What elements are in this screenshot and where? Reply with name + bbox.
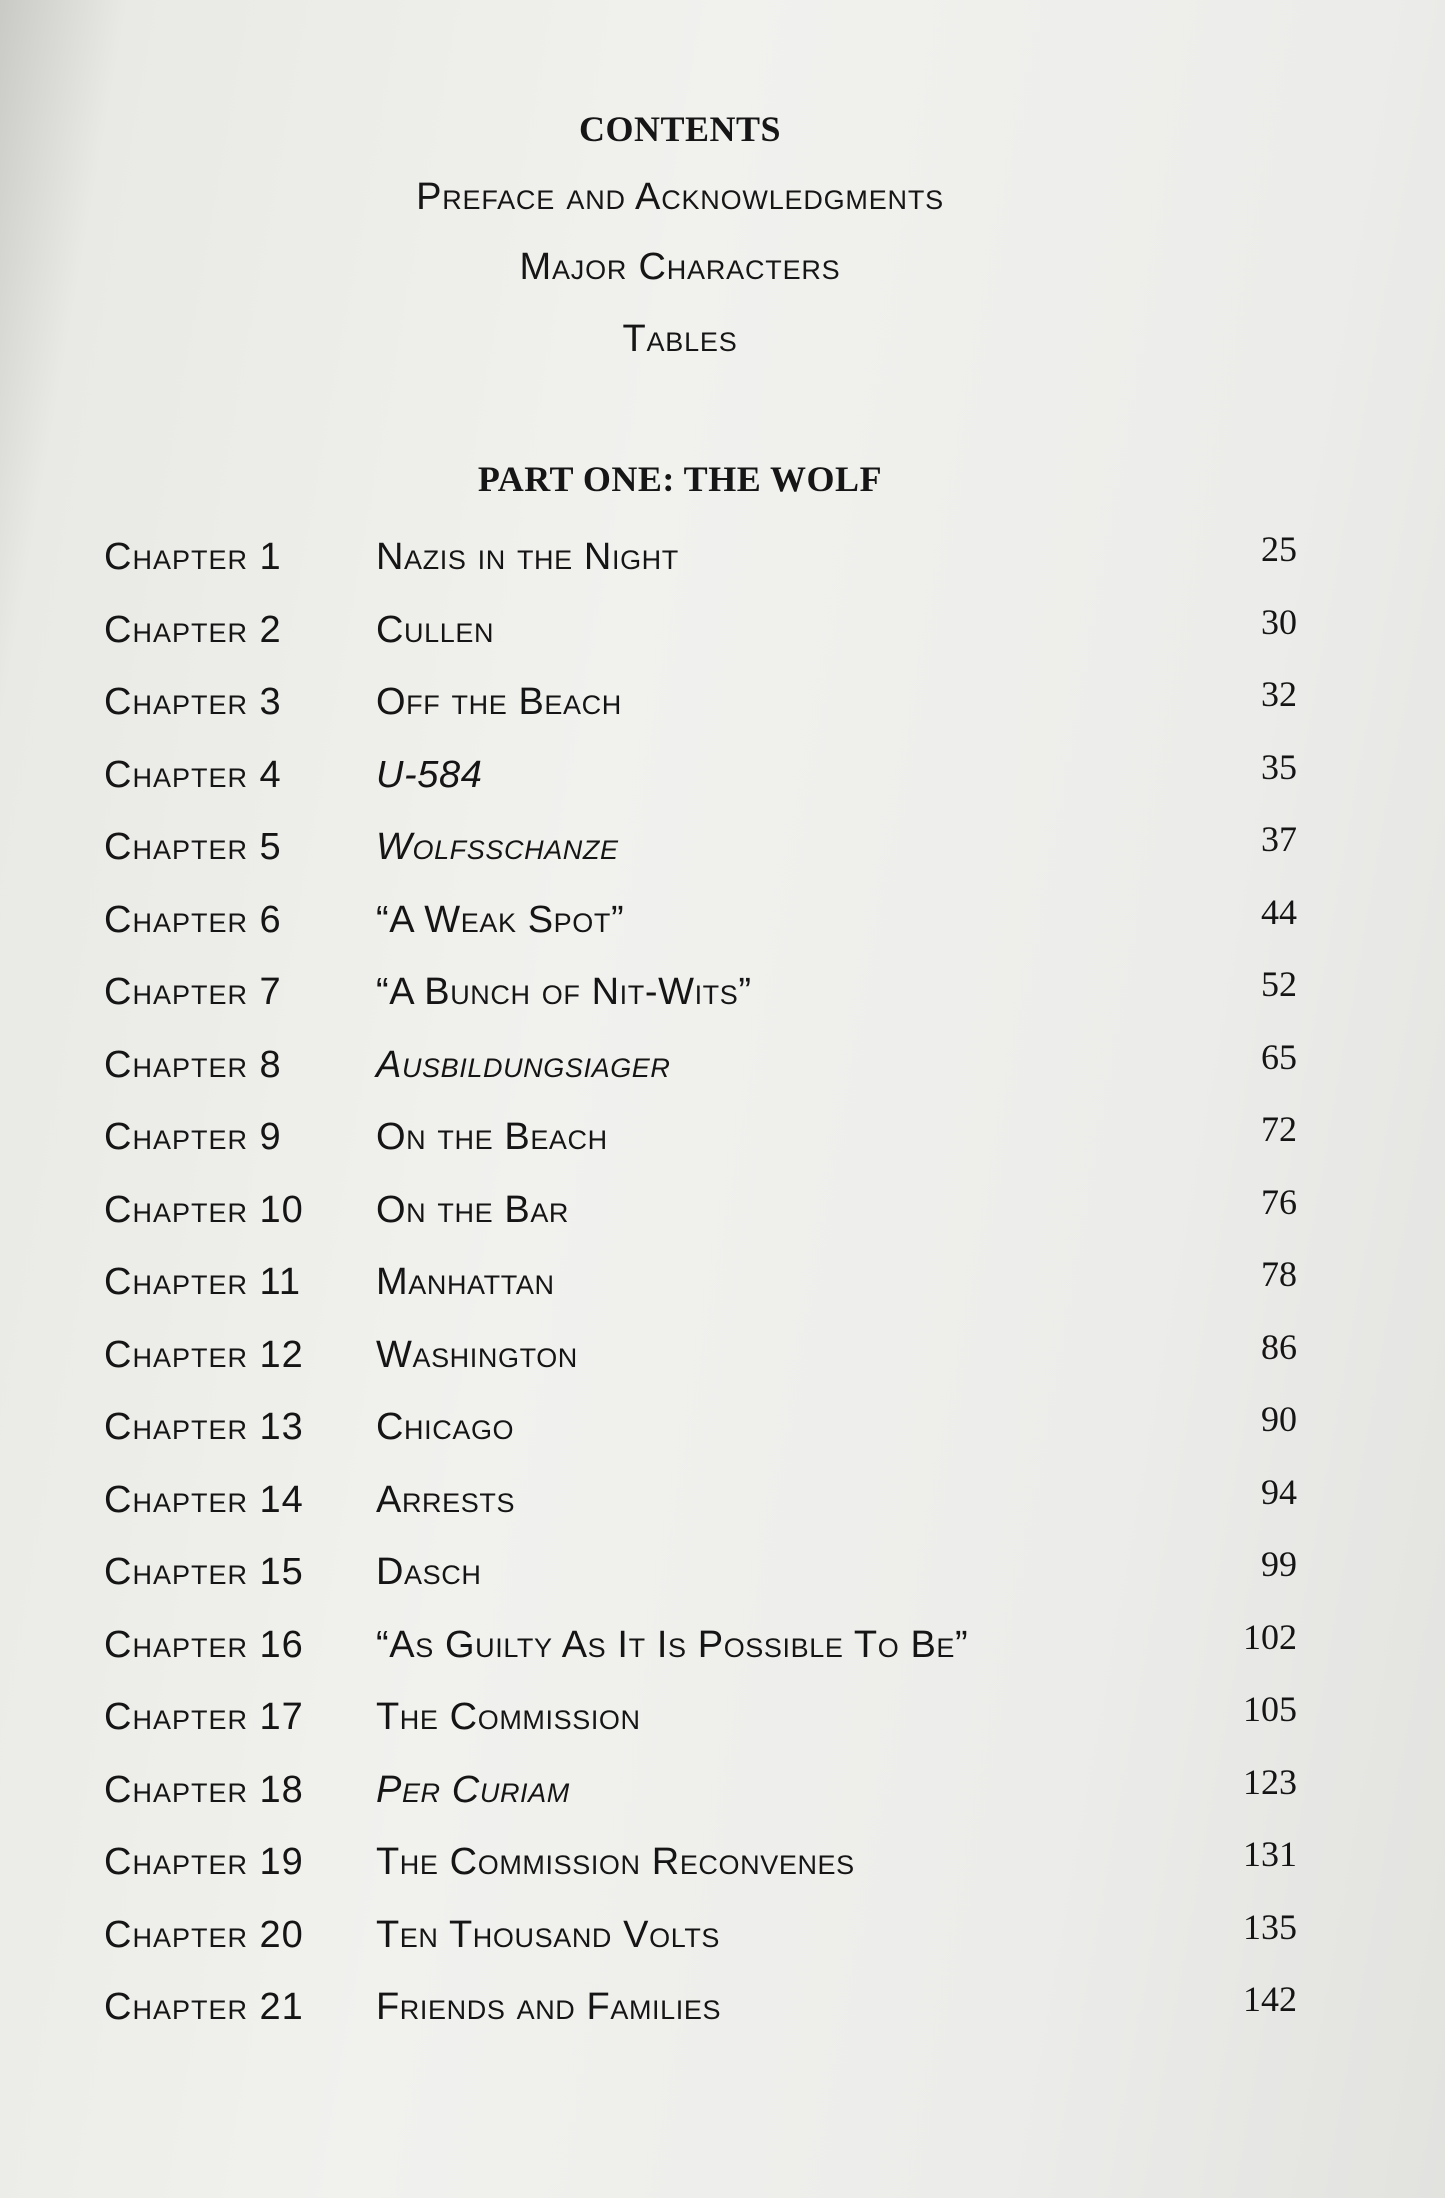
page-number: 44 [1261,891,1297,932]
chapter-label: Chapter 17 [104,1696,304,1738]
front-matter-tables: Tables [622,318,738,360]
chapter-label: Chapter 7 [104,971,282,1013]
toc-row [0,1399,1445,1466]
chapter-title: “A Bunch of Nit-Wits” [376,971,752,1013]
toc-row [0,1109,1445,1176]
page-number: 105 [1243,1689,1297,1729]
front-matter-characters: Major Characters [519,246,841,288]
chapter-title: The Commission Reconvenes [376,1841,855,1883]
chapter-label: Chapter 13 [104,1406,304,1448]
page-number: 131 [1243,1834,1297,1874]
page-number: 94 [1261,1471,1297,1512]
chapter-label: Chapter 3 [104,681,282,723]
page-number: 102 [1243,1616,1297,1657]
chapter-label: Chapter 5 [104,826,282,868]
page-number: 123 [1243,1761,1297,1802]
chapter-title: “As Guilty As It Is Possible To Be” [376,1623,969,1666]
page-number: 35 [1261,746,1297,787]
chapter-title: Per Curiam [376,1768,570,1811]
page-number: 65 [1261,1036,1297,1077]
chapter-title: Friends and Families [376,1986,722,2028]
page-number: 86 [1261,1326,1297,1367]
toc-row [0,1254,1445,1321]
page-number: 32 [1261,674,1297,714]
toc-row [0,1689,1445,1756]
chapter-label: Chapter 18 [104,1768,304,1811]
chapter-label: Chapter 15 [104,1551,304,1593]
page-number: 72 [1261,1109,1297,1149]
toc-row [0,891,1445,959]
toc-row [0,1036,1445,1104]
chapter-title: Nazis in the Night [376,536,679,578]
chapter-title: U-584 [376,753,483,796]
chapter-title: Chicago [376,1406,515,1448]
toc-row [0,746,1445,814]
chapter-label: Chapter 19 [104,1841,304,1883]
toc-row [0,1906,1445,1974]
chapter-label: Chapter 11 [104,1261,301,1303]
page-number: 37 [1261,819,1297,859]
toc-row [0,1326,1445,1394]
chapter-label: Chapter 21 [104,1986,304,2028]
page-number: 78 [1261,1254,1297,1294]
toc-row [0,1544,1445,1611]
chapter-title: Dasch [376,1551,482,1593]
toc-row [0,1761,1445,1829]
chapter-label: Chapter 20 [104,1913,304,1956]
chapter-title: “A Weak Spot” [376,898,625,941]
chapter-label: Chapter 6 [104,898,282,941]
chapter-label: Chapter 1 [104,536,282,578]
chapter-title: Off the Beach [376,681,622,723]
chapter-label: Chapter 4 [104,753,282,796]
chapter-label: Chapter 8 [104,1043,282,1086]
page-number: 99 [1261,1544,1297,1584]
toc-row [0,1979,1445,2046]
chapter-label: Chapter 16 [104,1623,304,1666]
toc-row [0,964,1445,1031]
page-number: 76 [1261,1181,1297,1222]
page-number: 30 [1261,601,1297,642]
toc-row [0,1834,1445,1901]
chapter-title: Ten Thousand Volts [376,1913,721,1956]
chapter-label: Chapter 10 [104,1188,304,1231]
chapter-title: Ausbildungsiager [376,1043,671,1086]
part-heading: PART ONE: THE WOLF [477,459,883,499]
chapter-title: Washington [376,1333,578,1376]
toc-row [0,601,1445,669]
chapter-label: Chapter 9 [104,1116,282,1158]
toc-row [0,674,1445,741]
contents-heading: CONTENTS [578,109,782,149]
toc-row [0,819,1445,886]
chapter-label: Chapter 14 [104,1478,304,1521]
chapter-title: Cullen [376,608,495,651]
toc-row [0,1181,1445,1249]
chapter-title: On the Bar [376,1188,570,1231]
chapter-title: On the Beach [376,1116,608,1158]
chapter-title: Wolfsschanze [376,826,619,868]
page-number: 25 [1261,529,1297,569]
toc-row [0,1471,1445,1539]
toc-row [0,1616,1445,1684]
page-number: 142 [1243,1979,1297,2019]
chapter-title: Manhattan [376,1261,555,1303]
page-number: 135 [1243,1906,1297,1947]
page-number: 52 [1261,964,1297,1004]
page-number: 90 [1261,1399,1297,1439]
chapter-title: Arrests [376,1478,516,1521]
front-matter-preface: Preface and Acknowledgments [416,176,944,218]
chapter-title: The Commission [376,1696,641,1738]
chapter-label: Chapter 12 [104,1333,304,1376]
toc-row [0,529,1445,596]
chapter-label: Chapter 2 [104,608,282,651]
